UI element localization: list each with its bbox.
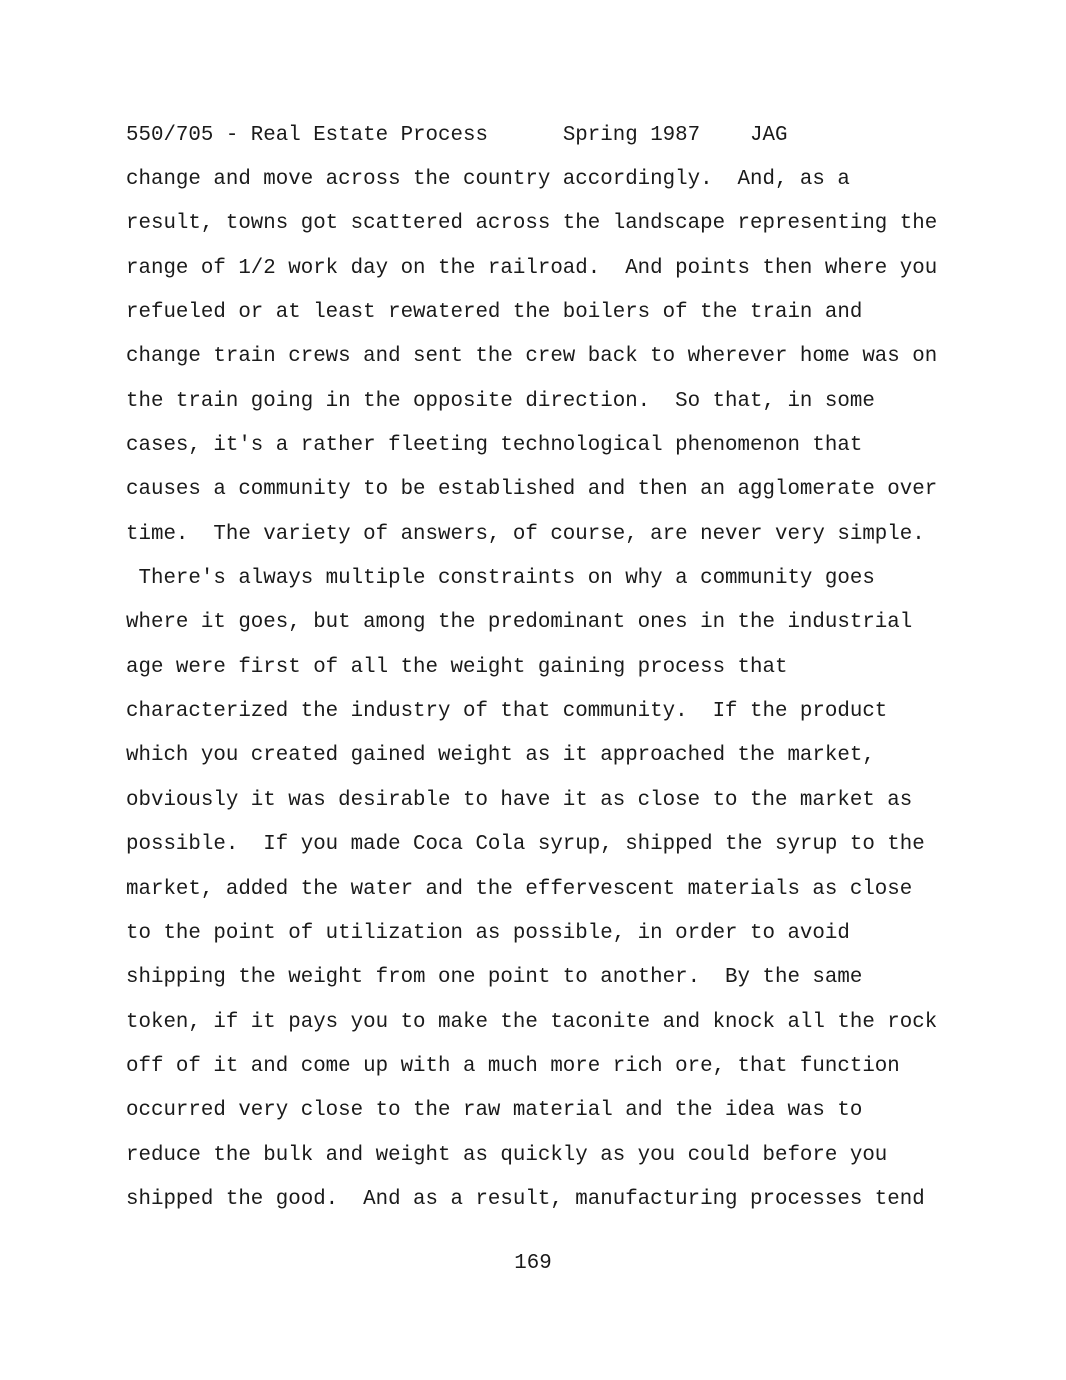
text-line: range of 1/2 work day on the railroad. And points then where you: [126, 256, 938, 280]
text-line: where it goes, but among the predominant ones in the industrial: [126, 611, 913, 635]
text-line: to the point of utilization as possible, in order to avoid: [126, 921, 850, 945]
text-line: the train going in the opposite direction. So that, in some: [126, 389, 875, 413]
course-title: 550/705 - Real Estate Process: [126, 124, 488, 147]
text-line: occurred very close to the raw material and the idea was to: [126, 1099, 863, 1123]
text-line: result, towns got scattered across the landscape representing the: [126, 212, 938, 236]
text-line: market, added the water and the effervescent materials as close: [126, 877, 913, 901]
text-line: shipped the good. And as a result, manufacturing processes tend: [126, 1187, 925, 1211]
text-line: time. The variety of answers, of course, are never very simple.: [126, 522, 925, 546]
text-line: token, if it pays you to make the taconite and knock all the rock: [126, 1010, 938, 1034]
author-initials: JAG: [750, 124, 788, 147]
page-header: [126, 122, 788, 150]
text-line: obviously it was desirable to have it as close to the market as: [126, 788, 913, 812]
text-line: There's always multiple constraints on why a community goes: [126, 567, 875, 591]
text-line: age were first of all the weight gaining process that: [126, 655, 788, 679]
text-line: causes a community to be established and then an agglomerate over: [126, 478, 938, 502]
transcript-body: [126, 166, 986, 1230]
text-line: possible. If you made Coca Cola syrup, shipped the syrup to the: [126, 833, 925, 857]
text-line: characterized the industry of that community. If the product: [126, 700, 888, 724]
text-line: reduce the bulk and weight as quickly as you could before you: [126, 1143, 888, 1167]
text-line: off of it and come up with a much more rich ore, that function: [126, 1054, 900, 1078]
page-number: 169: [514, 1252, 552, 1275]
text-line: which you created gained weight as it approached the market,: [126, 744, 875, 768]
term: Spring 1987: [562, 124, 701, 147]
text-line: cases, it's a rather fleeting technological phenomenon that: [126, 434, 863, 458]
text-line: change train crews and sent the crew back to wherever home was on: [126, 345, 938, 369]
text-line: change and move across the country accordingly. And, as a: [126, 168, 850, 191]
text-line: refueled or at least rewatered the boilers of the train and: [126, 301, 863, 325]
text-line: shipping the weight from one point to another. By the same: [126, 966, 863, 990]
